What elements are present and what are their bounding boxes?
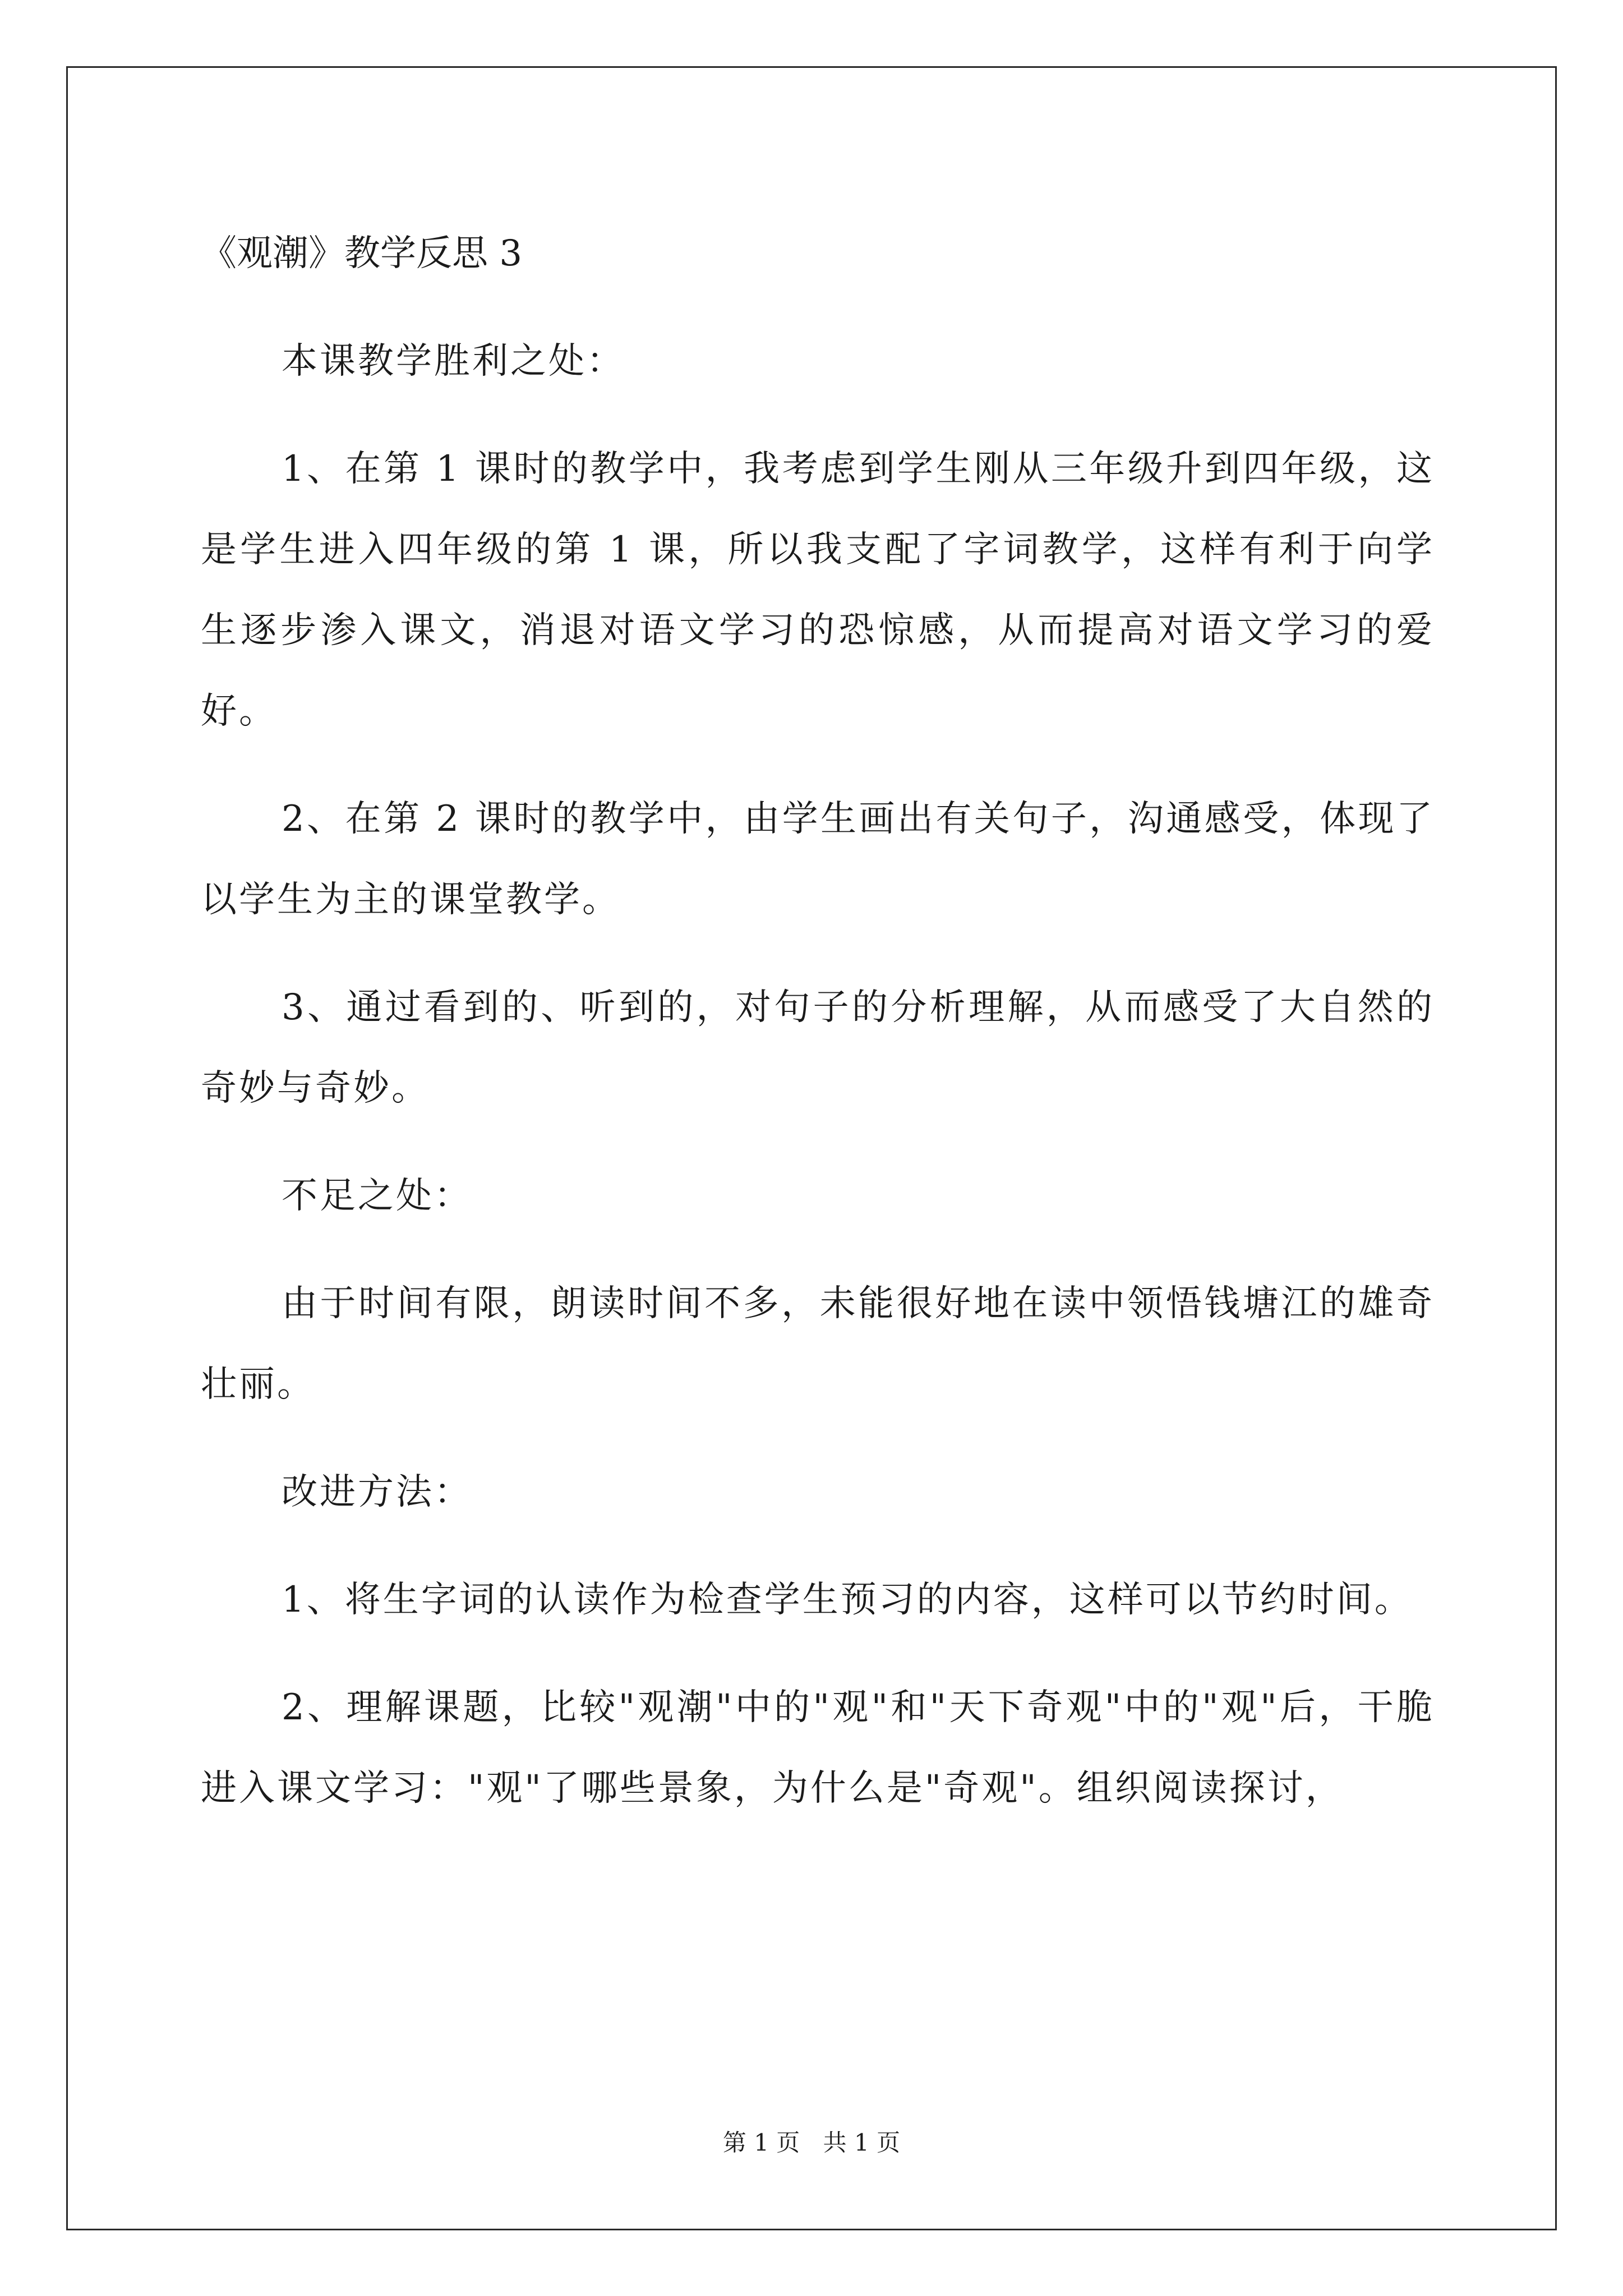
document-title: 《观潮》教学反思 3 (201, 233, 523, 274)
paragraph-shortcomings-heading: 不足之处： (282, 1175, 472, 1217)
paragraph-point-1: 1、在第 1 课时的教学中，我考虑到学生刚从三年级升到四年级，这是学生进入四年级的第 1 课，所以我支配了字词教学，这样有利于向学生逐步渗入课文，消退对语文学习的恐惊感，从而提高对语文学习的爱好。 (201, 448, 1435, 732)
paragraph-success-heading: 本课教学胜利之处： (282, 341, 625, 382)
paragraph-improvement-2: 2、理解课题，比较"观潮"中的"观"和"天下奇观"中的"观"后，干脆进入课文学习："观"了哪些景象，为什么是"奇观"。组织阅读探讨， (201, 1687, 1435, 1809)
paragraph-point-3: 3、通过看到的、听到的，对句子的分析理解，从而感受了大自然的奇妙与奇妙。 (201, 987, 1435, 1109)
page-number-current: 第 1 页 (722, 2129, 800, 2156)
paragraph-improvement-1: 1、将生字词的认读作为检查学生预习的内容，这样可以节约时间。 (282, 1579, 1413, 1621)
page-footer (0, 2126, 1623, 2160)
page-number-total: 共 1 页 (823, 2129, 901, 2156)
paragraph-improvement-heading: 改进方法： (282, 1471, 472, 1513)
paragraph-point-2: 2、在第 2 课时的教学中，由学生画出有关句子，沟通感受，体现了以学生为主的课堂教学。 (201, 798, 1435, 921)
document-body (201, 213, 1435, 1856)
paragraph-shortcomings: 由于时间有限，朗读时间不多，未能很好地在读中领悟钱塘江的雄奇壮丽。 (201, 1283, 1435, 1405)
